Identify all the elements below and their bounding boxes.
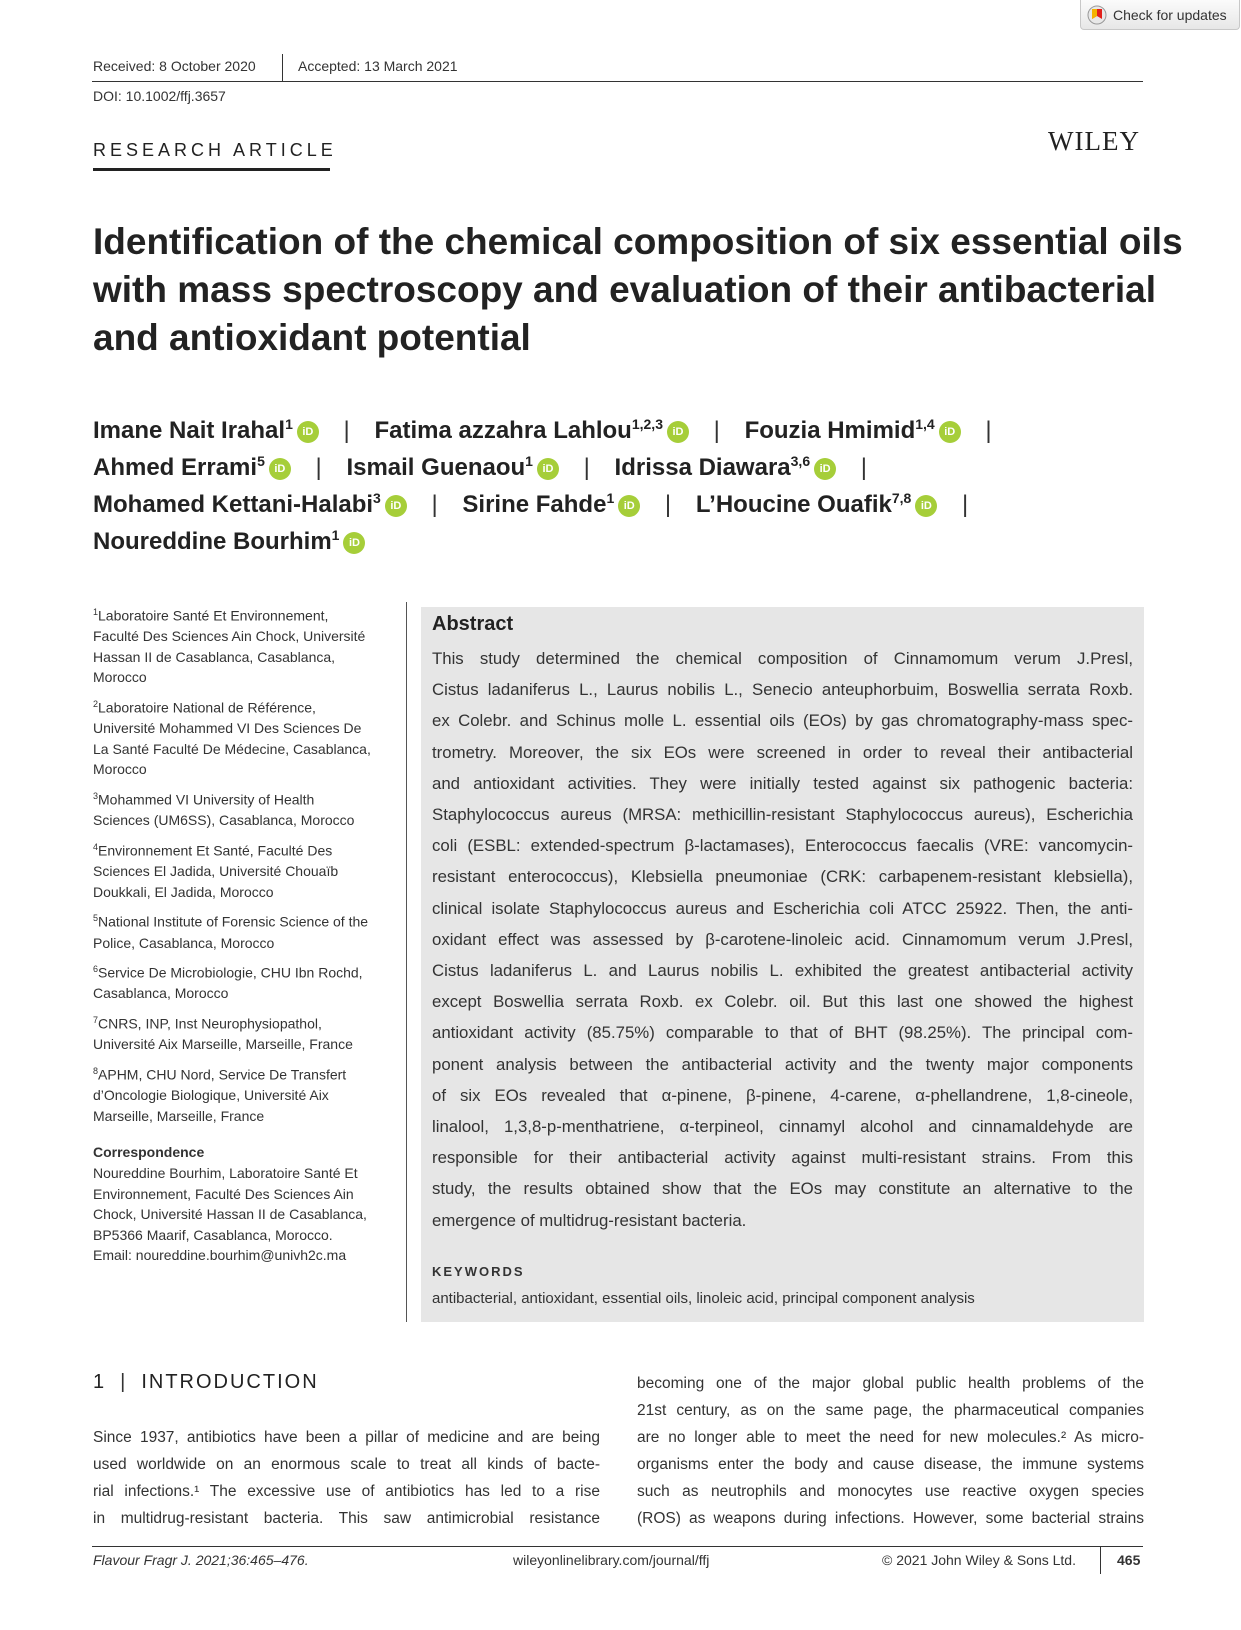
- correspondence-line: Noureddine Bourhim, Laboratoire Santé Et: [93, 1164, 358, 1181]
- correspondence-heading: Correspondence: [93, 1144, 205, 1161]
- abstract-heading: Abstract: [432, 613, 514, 635]
- author-affiliation-sup: 1: [606, 490, 615, 506]
- affiliation-line: Hassan II de Casablanca, Casablanca,: [93, 648, 336, 665]
- author-name: L’Houcine Ouafik: [695, 491, 892, 518]
- author-line: [93, 446, 885, 483]
- section-heading: [93, 1371, 319, 1394]
- affiliation-sup: 5: [93, 913, 99, 924]
- body-line: 21st century, as on the same page, the pharmaceutical companies: [637, 1402, 1144, 1419]
- author-separator: |: [315, 454, 322, 481]
- affiliation-line: Police, Casablanca, Morocco: [93, 934, 275, 951]
- affiliations: [93, 602, 393, 1266]
- correspondence-line: Environnement, Faculté Des Sciences Ain: [93, 1185, 354, 1202]
- author-separator: |: [860, 454, 868, 481]
- doi-link[interactable]: DOI: 10.1002/ffj.3657: [93, 88, 226, 104]
- affiliation-sup: 2: [93, 699, 99, 710]
- author-affiliation-sup: 1,4: [915, 416, 935, 432]
- affiliation-line: APHM, CHU Nord, Service De Transfert: [98, 1066, 347, 1083]
- author-name: Idrissa Diawara: [614, 454, 791, 481]
- body-line: organisms enter the body and cause disease, the immune systems: [637, 1456, 1144, 1473]
- author-separator: |: [583, 454, 590, 481]
- abstract-line: ex Colebr. and Schinus molle L. essential oils (EOs) by gas chromatography-mass spec-: [432, 711, 1133, 731]
- abstract-line: coli (ESBL: extended-spectrum β-lactamases), Enterococcus faecalis (VRE: vancomycin-: [432, 836, 1133, 856]
- page-number: 465: [1117, 1552, 1141, 1568]
- footer-url-link[interactable]: wileyonlinelibrary.com/journal/ffj: [513, 1552, 710, 1568]
- author-name: Ahmed Errami: [93, 454, 258, 481]
- orcid-icon[interactable]: iD: [269, 458, 291, 480]
- orcid-icon[interactable]: iD: [297, 421, 319, 443]
- abstract-line: oxidant effect was assessed by β-carotene-linoleic acid. Cinnamomum verum J.Presl,: [432, 929, 1133, 949]
- check-for-updates-label: Check for updates: [1113, 6, 1227, 23]
- author-affiliation-sup: 3,6: [790, 453, 811, 469]
- orcid-icon[interactable]: iD: [537, 458, 559, 480]
- abstract-line: clinical isolate Staphylococcus aureus and Escherichia coli ATCC 25922. Then, the anti-: [432, 898, 1133, 918]
- author-separator: |: [985, 417, 992, 444]
- affiliation-line: Université Mohammed VI Des Sciences De: [93, 720, 362, 737]
- title-line: with mass spectroscopy and evaluation of their antibacterial: [93, 269, 1157, 310]
- abstract-line: Cistus ladaniferus L. and Laurus nobilis L. exhibited the greatest antibacterial activity: [432, 961, 1133, 981]
- header-separator: [282, 54, 283, 81]
- orcid-icon[interactable]: iD: [385, 495, 407, 517]
- author-line: [93, 483, 986, 520]
- body-line: Since 1937, antibiotics have been a pillar of medicine and are being: [93, 1429, 600, 1446]
- orcid-icon[interactable]: iD: [939, 421, 961, 443]
- abstract-line: study, the results obtained show that the EOs may constitute an alternative to the: [432, 1179, 1133, 1199]
- affiliation: [93, 837, 393, 902]
- author-name: Sirine Fahde: [462, 491, 607, 518]
- affiliation-line: Laboratoire Santé Et Environnement,: [98, 607, 329, 624]
- author-name: Noureddine Bourhim: [93, 528, 332, 555]
- abstract-line: of six EOs revealed that α-pinene, β-pinene, 4-carene, α-phellandrene, 1,8-cineole,: [432, 1085, 1133, 1105]
- affiliation-sup: 1: [93, 607, 99, 617]
- affiliation-sup: 6: [93, 964, 99, 975]
- section-title: INTRODUCTION: [141, 1371, 319, 1393]
- affiliation: [93, 1061, 393, 1126]
- received-date: Received: 8 October 2020: [93, 58, 256, 74]
- orcid-icon[interactable]: iD: [343, 532, 365, 554]
- check-for-updates-button[interactable]: [1080, 0, 1240, 30]
- author-affiliation-sup: 1,2,3: [631, 416, 663, 432]
- body-line: in multidrug-resistant bacteria. This saw antimicrobial resistance: [93, 1510, 600, 1527]
- article-title: [93, 218, 1183, 362]
- affiliation: [93, 908, 393, 953]
- abstract-line: and antioxidant activities. They were initially tested against six pathogenic bacteria:: [432, 773, 1133, 793]
- intro-left-column: [93, 1424, 600, 1532]
- section-number: 1: [93, 1371, 107, 1393]
- abstract-line: emergence of multidrug-resistant bacteria.: [432, 1210, 747, 1230]
- accepted-date: Accepted: 13 March 2021: [298, 58, 458, 74]
- affiliation: [93, 602, 393, 688]
- author-name: Fatima azzahra Lahlou: [374, 417, 632, 444]
- affiliation-line: Sciences (UM6SS), Casablanca, Morocco: [93, 812, 355, 829]
- footer-separator: [1100, 1546, 1101, 1574]
- affiliation-line: Morocco: [93, 761, 147, 778]
- intro-right-column: [637, 1370, 1144, 1532]
- author-name: Imane Nait Irahal: [93, 417, 286, 444]
- body-line: used worldwide on an enormous scale to treat all kinds of bacte-: [93, 1456, 600, 1473]
- article-type-underline: [93, 168, 330, 171]
- author-separator: |: [962, 491, 969, 518]
- orcid-icon[interactable]: iD: [915, 495, 937, 517]
- correspondence-line: BP5366 Maarif, Casablanca, Morocco.: [93, 1226, 333, 1243]
- affiliation: [93, 1010, 393, 1055]
- affiliation-line: Faculté Des Sciences Ain Chock, Université: [93, 628, 366, 645]
- abstract-line: responsible for their antibacterial activity against multi-resistant strains. From this: [432, 1148, 1133, 1168]
- author-affiliation-sup: 3: [373, 490, 381, 506]
- article-type: RESEARCH ARTICLE: [93, 140, 337, 160]
- abstract-line: Cistus ladaniferus L., Laurus nobilis L., Senecio anteuphorbuim, Boswellia serrata Roxb.: [432, 680, 1133, 700]
- affiliation-line: Environnement Et Santé, Faculté Des: [98, 842, 333, 859]
- affiliation: [93, 959, 393, 1004]
- affiliation-line: Marseille, Marseille, France: [93, 1107, 265, 1124]
- author-separator: |: [664, 491, 672, 518]
- abstract-line: linalool, 1,3,8-p-menthatriene, α-terpineol, cinnamyl alcohol and cinnamaldehyde are: [432, 1117, 1133, 1137]
- header-rule: [92, 81, 1143, 82]
- author-name: Fouzia Hmimid: [744, 417, 916, 444]
- affiliation-line: Service De Microbiologie, CHU Ibn Rochd,: [98, 964, 363, 981]
- abstract-line: Staphylococcus aureus (MRSA: methicillin-resistant Staphylococcus aureus), Escherichia: [432, 805, 1133, 825]
- title-line: Identification of the chemical composition of six essential oils: [93, 221, 1183, 262]
- author-affiliation-sup: 1: [331, 527, 340, 543]
- title-line: and antioxidant potential: [93, 317, 531, 358]
- affiliation-sup: 3: [93, 791, 99, 802]
- author-affiliation-sup: 5: [257, 453, 265, 469]
- affiliation-sup: 4: [93, 841, 99, 852]
- affiliation: [93, 786, 393, 831]
- author-name: Ismail Guenaou: [346, 454, 526, 481]
- affiliation-line: Doukkali, El Jadida, Morocco: [93, 883, 274, 900]
- affiliation-line: Sciences El Jadida, Université Chouaïb: [93, 863, 339, 880]
- affiliation-line: La Santé Faculté De Médecine, Casablanca,: [93, 740, 371, 757]
- column-divider: [406, 602, 407, 1322]
- abstract-line: trometry. Moreover, the six EOs were screened in order to reveal their antibacterial: [432, 742, 1133, 762]
- author-separator: |: [713, 417, 720, 444]
- author-affiliation-sup: 7,8: [891, 490, 912, 506]
- abstract-text: [432, 643, 1133, 1236]
- author-line: [93, 409, 1010, 446]
- author-separator: |: [343, 417, 350, 444]
- abstract-line: ponent analysis between the antibacterial activity and the twenty major components: [432, 1054, 1133, 1074]
- affiliation-line: National Institute of Forensic Science of the: [98, 914, 369, 930]
- keywords-text: antibacterial, antioxidant, essential oils, linoleic acid, principal component analysis: [432, 1290, 975, 1307]
- affiliation-line: CNRS, INP, Inst Neurophysiopathol,: [98, 1015, 322, 1032]
- affiliation-sup: 8: [93, 1065, 99, 1076]
- orcid-icon[interactable]: iD: [618, 495, 640, 517]
- keywords-heading: KEYWORDS: [432, 1264, 525, 1279]
- abstract-line: This study determined the chemical composition of Cinnamomum verum J.Presl,: [432, 649, 1133, 668]
- body-line: (ROS) as weapons during infections. However, some bacterial strains: [637, 1510, 1144, 1527]
- abstract-line: except Boswellia serrata Roxb. ex Colebr. oil. But this last one showed the highest: [432, 992, 1133, 1012]
- orcid-icon[interactable]: iD: [814, 458, 836, 480]
- affiliation-line: Morocco: [93, 669, 147, 686]
- body-line: rial infections.¹ The excessive use of antibiotics has led to a rise: [93, 1483, 600, 1500]
- footer-journal-citation: Flavour Fragr J. 2021;36:465–476.: [93, 1552, 309, 1568]
- author-affiliation-sup: 1: [285, 416, 293, 432]
- author-affiliation-sup: 1: [525, 453, 533, 469]
- affiliation-line: Mohammed VI University of Health: [98, 791, 315, 808]
- affiliation: [93, 694, 393, 780]
- footer-copyright: © 2021 John Wiley & Sons Ltd.: [882, 1552, 1076, 1568]
- affiliation-line: Université Aix Marseille, Marseille, France: [93, 1036, 353, 1053]
- author-name: Mohamed Kettani-Halabi: [93, 491, 374, 518]
- affiliation-line: d’Oncologie Biologique, Université Aix: [93, 1087, 329, 1104]
- body-line: are no longer able to meet the need for new molecules.² As micro-: [637, 1429, 1144, 1446]
- publisher-logo: WILEY: [1048, 126, 1140, 156]
- affiliation-line: Casablanca, Morocco: [93, 985, 229, 1002]
- abstract-line: antioxidant activity (85.75%) comparable to that of BHT (98.25%). The principal com-: [432, 1023, 1133, 1043]
- author-separator: |: [431, 491, 438, 518]
- abstract-line: resistant enterococcus), Klebsiella pneumoniae (CRK: carbapenem-resistant klebsiella),: [432, 867, 1133, 887]
- correspondence-email[interactable]: Email: noureddine.bourhim@univh2c.ma: [93, 1247, 347, 1264]
- body-line: becoming one of the major global public health problems of the: [637, 1375, 1144, 1392]
- affiliation-sup: 7: [93, 1015, 99, 1026]
- orcid-icon[interactable]: iD: [667, 421, 689, 443]
- body-line: such as neutrophils and monocytes use reactive oxygen species: [637, 1483, 1144, 1500]
- author-line: [93, 520, 365, 557]
- crossmark-icon: [1087, 5, 1107, 25]
- footer-rule: [92, 1546, 1143, 1547]
- section-separator: |: [120, 1371, 128, 1393]
- correspondence-line: Chock, Université Hassan II de Casablanca,: [93, 1206, 367, 1223]
- affiliation-line: Laboratoire National de Référence,: [98, 699, 316, 716]
